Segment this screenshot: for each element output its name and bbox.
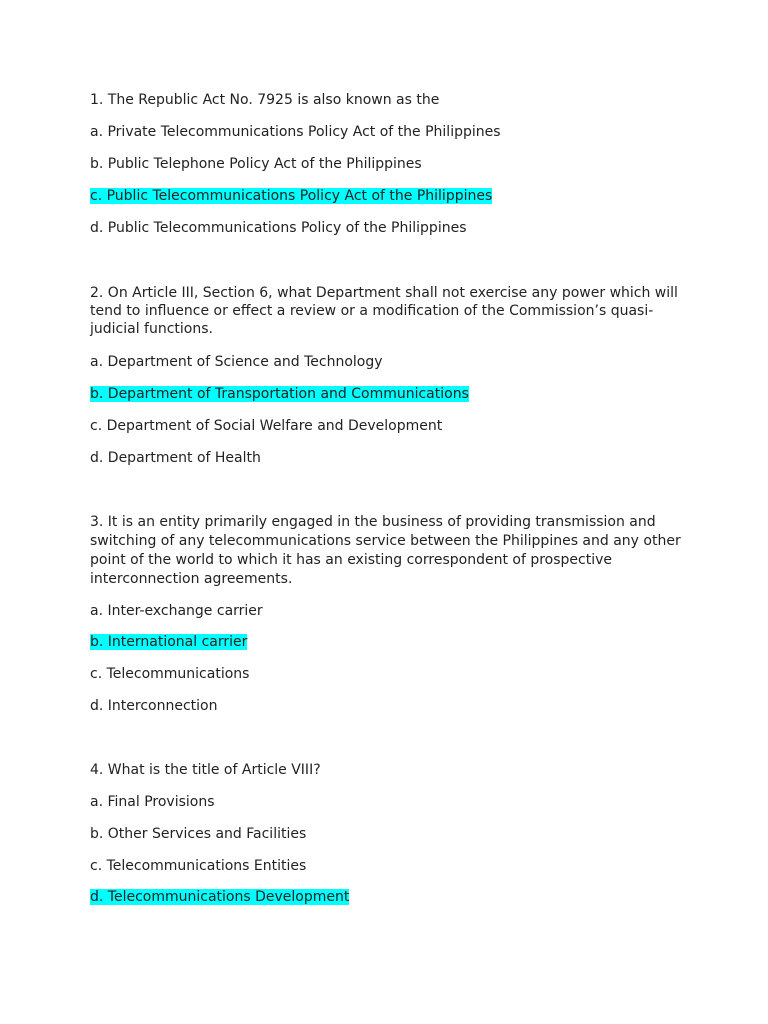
question-2-option-c: c. Department of Social Welfare and Development [90, 418, 443, 434]
question-1-option-b: b. Public Telephone Policy Act of the Philippines [90, 156, 422, 172]
question-2-option-d: d. Department of Health [90, 450, 261, 466]
question-4-prompt-line-1: 4. What is the title of Article VIII? [90, 762, 321, 778]
question-3-prompt-line-1: 3. It is an entity primarily engaged in the business of providing transmission and [90, 514, 656, 530]
answer-highlight: d. Telecommunications Development [90, 889, 350, 905]
answer-highlight: b. Department of Transportation and Communications [90, 386, 469, 402]
question-3-option-b [90, 633, 247, 652]
question-2-prompt-line-1: 2. On Article III, Section 6, what Department shall not exercise any power which will [90, 285, 678, 301]
question-2-prompt-line-3: judicial functions. [90, 321, 213, 337]
question-1-option-a: a. Private Telecommunications Policy Act of the Philippines [90, 124, 501, 140]
question-3-option-c: c. Telecommunications [90, 666, 250, 682]
answer-highlight: c. Public Telecommunications Policy Act of the Philippines [90, 188, 493, 204]
question-4-option-c: c. Telecommunications Entities [90, 858, 307, 874]
question-2-option-b [90, 385, 469, 404]
question-3-prompt-line-3: point of the world to which it has an existing correspondent of prospective [90, 552, 612, 568]
question-2-prompt-line-2: tend to influence or effect a review or a modification of the Commission’s quasi- [90, 303, 654, 319]
question-4-option-b: b. Other Services and Facilities [90, 826, 307, 842]
question-3-option-d: d. Interconnection [90, 698, 218, 714]
question-1-option-d: d. Public Telecommunications Policy of the Philippines [90, 220, 467, 236]
question-3-prompt-line-2: switching of any telecommunications service between the Philippines and any other [90, 533, 681, 549]
question-1-option-c [90, 187, 492, 206]
answer-highlight: b. International carrier [90, 634, 248, 650]
question-3-option-a: a. Inter-exchange carrier [90, 603, 263, 619]
question-4-option-a: a. Final Provisions [90, 794, 215, 810]
question-2-option-a: a. Department of Science and Technology [90, 354, 383, 370]
question-3-prompt-line-4: interconnection agreements. [90, 571, 293, 587]
question-4-option-d [90, 888, 349, 907]
question-1-prompt-line-1: 1. The Republic Act No. 7925 is also known as the [90, 92, 440, 108]
